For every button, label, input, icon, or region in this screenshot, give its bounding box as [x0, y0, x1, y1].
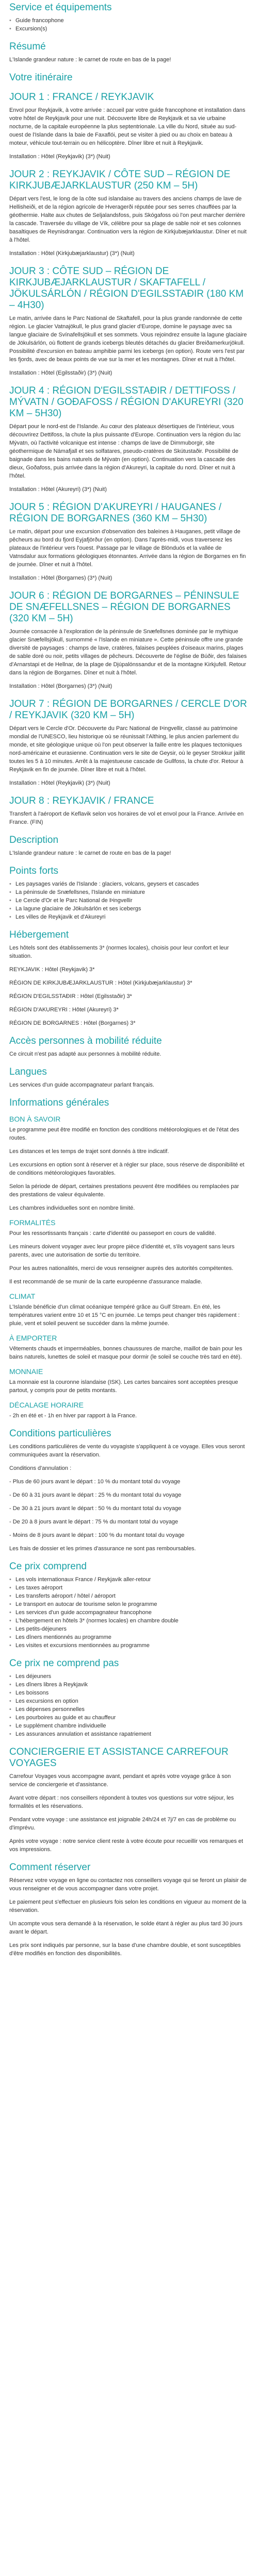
list-item	[9, 913, 249, 921]
bullet-icon: •	[9, 881, 11, 887]
bullet-icon: •	[9, 26, 11, 32]
list-item	[9, 25, 249, 33]
bullet-icon: •	[9, 1618, 11, 1624]
paragraph: L'Islande grandeur nature : le carnet de route en bas de la page!	[9, 850, 171, 856]
list-item-label: Guide francophone	[15, 18, 64, 24]
subsection-heading: MONNAIE	[9, 1367, 43, 1376]
list-item	[9, 1633, 249, 1641]
list-item-label: La péninsule de Snæfellsnes, l'Islande en miniature	[15, 889, 145, 895]
section-heading: JOUR 4 : RÉGION D'EGILSSTAÐIR / DETTIFOSS / MÝVATN / GOÐAFOSS / RÉGION D'AKUREYRI (320 KM – 5H30)	[9, 385, 244, 419]
list-item-label: Le transport en autocar de tourisme selon le programme	[15, 1601, 157, 1607]
bullet-icon: •	[9, 1723, 11, 1729]
paragraph: Le matin, départ pour une excursion d'observation des baleines à Hauganes, petit village de pêcheurs au bord du fjord Eyjafjörður (en option). Dans l'après-midi, vous traverserez les plateaux de l'intérieur vers l'ouest. Passage par le village de Blönduós et la vallée de Vatnsdalur aux formations géologiques étonnantes. Arrivée dans la région de Borgarnes en fin de journée. Dîner et nuit à l'hôtel.	[9, 529, 246, 568]
subsection-heading: BON À SAVOIR	[9, 1115, 61, 1123]
section-heading: JOUR 7 : RÉGION DE BORGARNES / CERCLE D'OR / REYKJAVIK (320 KM – 5H)	[9, 699, 247, 721]
section-heading: Informations générales	[9, 1097, 109, 1108]
section-heading: CONCIERGERIE ET ASSISTANCE CARREFOUR VOYAGES	[9, 1747, 229, 1769]
list-item-label: Les dîners mentionnés au programme	[15, 1634, 111, 1640]
bullet-icon: •	[9, 1682, 11, 1688]
list-item	[9, 1641, 249, 1650]
section-heading: JOUR 3 : CÔTE SUD – RÉGION DE KIRKJUBÆJARKLAUSTUR / SKAFTAFELL / JÖKULSÁRLÓN / RÉGION D'EGILSSTAÐIR (180 KM – 4H30)	[9, 266, 244, 311]
paragraph: Installation : Hôtel (Egilsstaðir) (3*) (Nuit)	[9, 370, 112, 376]
list-item-label: Les pourboires au guide et au chauffeur	[15, 1715, 116, 1721]
list-item	[9, 1705, 249, 1714]
bullet-icon: •	[9, 1577, 11, 1583]
paragraph: Ce circuit n'est pas adapté aux personnes à mobilité réduite.	[9, 1051, 162, 1057]
list-item	[9, 1697, 249, 1705]
section-heading: Service et équipements	[9, 2, 112, 13]
subsection-heading: CLIMAT	[9, 1292, 36, 1300]
paragraph: Envol pour Reykjavik, à votre arrivée : accueil par votre guide francophone et installation dans votre hôtel de Reykjavik pour une nuit. Découverte libre de Reykjavik et sa vie urbaine nocturne, de la capitale européenne la plus septentrionale. La ville du Nord, située au sud-ouest de l'Islande dans la baie de Faxaflói, peut se visiter à pied ou au choix en bateau à moteur, véhicule tout-terrain ou en hélicoptère. Dîner libre et nuit à Reykjavik.	[9, 107, 246, 146]
paragraph: Installation : Hôtel (Reykjavik) (3*) (Nuit)	[9, 154, 110, 160]
paragraph: RÉGION DE BORGARNES : Hôtel (Borgarnes) 3*	[9, 1020, 136, 1026]
paragraph: L'Islande grandeur nature : le carnet de route en bas de la page!	[9, 57, 171, 63]
section-heading: JOUR 2 : REYKJAVIK / CÔTE SUD – RÉGION DE KIRKJUBÆJARKLAUSTUR (250 KM – 5H)	[9, 169, 231, 191]
paragraph: Le paiement peut s'effectuer en plusieurs fois selon les conditions en vigueur au moment de la réservation.	[9, 1899, 247, 1913]
section-heading: Accès personnes à mobilité réduite	[9, 1036, 162, 1046]
bullet-icon: •	[9, 1706, 11, 1713]
paragraph: - De 20 à 8 jours avant le départ : 75 % du montant total du voyage	[9, 1519, 179, 1525]
paragraph: Les distances et les temps de trajet sont donnés à titre indicatif.	[9, 1148, 169, 1155]
paragraph: La monnaie est la couronne islandaise (ISK). Les cartes bancaires sont acceptées presque partout, y compris pour de petits montants.	[9, 1379, 238, 1394]
list-item-label: Les paysages variés de l'Islande : glaciers, volcans, geysers et cascades	[15, 881, 199, 887]
bullet-icon: •	[9, 1634, 11, 1640]
bullet-icon: •	[9, 1601, 11, 1607]
paragraph: - Plus de 60 jours avant le départ : 10 % du montant total du voyage	[9, 1479, 181, 1485]
list-item	[9, 880, 249, 888]
subsection-heading: DÉCALAGE HORAIRE	[9, 1401, 84, 1409]
list-item-label: Les dépenses personnelles	[15, 1706, 85, 1713]
paragraph: Réservez votre voyage en ligne ou contactez nos conseillers voyage qui se feront un plaisir de vous renseigner et de vous accompagner dans votre projet.	[9, 1877, 247, 1892]
list-item-label: Les déjeuners	[15, 1673, 52, 1680]
paragraph: - Moins de 8 jours avant le départ : 100 % du montant total du voyage	[9, 1532, 185, 1538]
list-item	[9, 888, 249, 896]
list-item-label: Les transferts aéroport / hôtel / aéroport	[15, 1593, 116, 1599]
bullet-icon: •	[9, 1731, 11, 1737]
paragraph: Installation : Hôtel (Akureyri) (3*) (Nuit)	[9, 486, 107, 493]
bullet-icon: •	[9, 1690, 11, 1696]
list-item-label: Le Cercle d'Or et le Parc National de Þingvellir	[15, 897, 133, 904]
bullet-icon: •	[9, 1585, 11, 1591]
list-item-label: Les petits-déjeuners	[15, 1626, 67, 1632]
list-item	[9, 1689, 249, 1697]
section-heading: Votre itinéraire	[9, 72, 73, 83]
list-item	[9, 1617, 249, 1625]
list-item-label: Le supplément chambre individuelle	[15, 1723, 106, 1729]
bullet-icon: •	[9, 1593, 11, 1599]
section-heading: Description	[9, 835, 59, 845]
paragraph: Vêtements chauds et imperméables, bonnes chaussures de marche, maillot de bain pour les bains naturels, lunettes de soleil et masque pour dormir (le soleil se couche très tard en été).	[9, 1346, 243, 1360]
bullet-list	[9, 16, 249, 33]
section-heading: Langues	[9, 1066, 47, 1077]
list-item-label: Les services d'un guide accompagnateur francophone	[15, 1609, 152, 1616]
paragraph: - 2h en été et - 1h en hiver par rapport à la France.	[9, 1413, 137, 1419]
list-item-label: Les taxes aéroport	[15, 1585, 63, 1591]
bullet-icon: •	[9, 897, 11, 904]
section-heading: Conditions particulières	[9, 1428, 111, 1439]
paragraph: Installation : Hôtel (Kirkjubæjarklaustur) (3*) (Nuit)	[9, 250, 135, 257]
paragraph: Départ vers le Cercle d'Or. Découverte du Parc National de Þingvellir, classé au patrimoine mondial de l'UNESCO, lieu historique où se réunissait l'Althing, le plus ancien parlement du monde, et site géologique unique où l'on peut observer la faille entre les plaques tectoniques nord-américaine et eurasienne. Continuation vers le site de Geysir, où le geyser Strokkur jaillit toutes les 5 à 10 minutes. Arrêt à la majestueuse cascade de Gullfoss, la chute d'or. Retour à Reykjavik en fin de journée. Dîner libre et nuit à l'hôtel.	[9, 725, 245, 773]
paragraph: Transfert à l'aéroport de Keflavik selon vos horaires de vol et envol pour la France. Arrivée en France. (FIN)	[9, 811, 244, 825]
list-item-label: Les vols internationaux France / Reykjavik aller-retour	[15, 1577, 151, 1583]
list-item	[9, 1575, 249, 1584]
section-heading: JOUR 1 : FRANCE / REYKJAVIK	[9, 92, 154, 103]
list-item	[9, 1625, 249, 1633]
list-item	[9, 1672, 249, 1681]
section-heading: JOUR 5 : RÉGION D'AKUREYRI / HAUGANES / RÉGION DE BORGARNES (360 KM – 5H30)	[9, 502, 222, 524]
list-item	[9, 1722, 249, 1730]
paragraph: Les chambres individuelles sont en nombre limité.	[9, 1205, 135, 1211]
paragraph: Les services d'un guide accompagnateur parlant français.	[9, 1082, 154, 1088]
paragraph: Les frais de dossier et les primes d'assurance ne sont pas remboursables.	[9, 1546, 196, 1552]
paragraph: RÉGION D'EGILSSTAÐIR : Hôtel (Egilsstaðir) 3*	[9, 993, 132, 999]
bullet-icon: •	[9, 1609, 11, 1616]
section-heading: Résumé	[9, 41, 46, 52]
subsection-heading: FORMALITÉS	[9, 1218, 56, 1227]
bullet-list	[9, 880, 249, 921]
bullet-icon: •	[9, 1673, 11, 1680]
list-item-label: Les excursions en option	[15, 1698, 78, 1704]
list-item-label: Les dîners libres à Reykjavik	[15, 1682, 88, 1688]
bullet-icon: •	[9, 1626, 11, 1632]
subsection-heading: À EMPORTER	[9, 1334, 57, 1342]
paragraph: Installation : Hôtel (Reykjavik) (3*) (Nuit)	[9, 780, 110, 786]
paragraph: Après votre voyage : notre service client reste à votre écoute pour recueillir vos remarques et vos impressions.	[9, 1838, 244, 1853]
list-item-label: Les boissons	[15, 1690, 49, 1696]
list-item	[9, 1608, 249, 1617]
paragraph: Départ pour le nord-est de l'Islande. Au cœur des plateaux désertiques de l'intérieur, vous découvrirez Dettifoss, la chute la plus puissante d'Europe. Continuation vers la région du lac Mývatn, où l'activité volcanique est intense : champs de lave de Dimmuborgir, site géothermique de Námafjall et ses solfatares, pseudo-cratères de Skútustaðir. Possibilité de baignade dans les bains naturels de Mývatn (en option). Continuation vers la cascade des dieux, Goðafoss, puis arrivée dans la région d'Akureyri, la capitale du nord. Dîner et nuit à l'hôtel.	[9, 423, 241, 479]
list-item-label: Excursion(s)	[15, 26, 47, 32]
paragraph: - De 30 à 21 jours avant le départ : 50 % du montant total du voyage	[9, 1505, 182, 1512]
paragraph: Il est recommandé de se munir de la carte européenne d'assurance maladie.	[9, 1279, 202, 1285]
section-heading: JOUR 8 : REYKJAVIK / FRANCE	[9, 795, 154, 806]
paragraph: Les hôtels sont des établissements 3* (normes locales), choisis pour leur confort et leur situation.	[9, 945, 229, 959]
bullet-list	[9, 1672, 249, 1738]
paragraph: Pendant votre voyage : une assistance est joignable 24h/24 et 7j/7 en cas de problème ou d'imprévu.	[9, 1817, 236, 1831]
paragraph: Installation : Hôtel (Borgarnes) (3*) (Nuit)	[9, 575, 112, 581]
paragraph: L'Islande bénéficie d'un climat océanique tempéré grâce au Gulf Stream. En été, les températures varient entre 10 et 15 °C en journée. Le temps peut changer très rapidement : pluie, vent et soleil peuvent se succéder dans la même journée.	[9, 1304, 240, 1327]
list-item-label: L'hébergement en hôtels 3* (normes locales) en chambre double	[15, 1618, 179, 1624]
list-item	[9, 1600, 249, 1608]
bullet-icon: •	[9, 1642, 11, 1649]
paragraph: Les mineurs doivent voyager avec leur propre pièce d'identité et, s'ils voyagent sans leurs parents, avec une autorisation de sortie du territoire.	[9, 1244, 235, 1258]
bullet-icon: •	[9, 1698, 11, 1704]
paragraph: Selon la période de départ, certaines prestations peuvent être modifiées ou remplacées par des prestations de valeur équivalente.	[9, 1183, 239, 1198]
section-heading: Points forts	[9, 866, 59, 876]
section-heading: Ce prix ne comprend pas	[9, 1658, 119, 1669]
paragraph: REYKJAVIK : Hôtel (Reykjavik) 3*	[9, 967, 95, 973]
list-item-label: Les assurances annulation et assistance rapatriement	[15, 1731, 151, 1737]
section-heading: Ce prix comprend	[9, 1561, 87, 1572]
list-item-label: La lagune glaciaire de Jökulsárlón et ses icebergs	[15, 906, 141, 912]
paragraph: Journée consacrée à l'exploration de la péninsule de Snæfellsnes dominée par le mythique glacier Snæfellsjökull, surnommé « l'Islande en miniature ». Cette péninsule offre une grande diversité de paysages : champs de lave, cratères, falaises peuplées d'oiseaux marins, plages de sable doré ou noir, petits villages de pêcheurs. Découverte de l'église de Búðir, des falaises d'Arnarstapi et de Hellnar, de la plage de Djúpalónssandur et de la montagne Kirkjufell. Retour dans la région de Borgarnes. Dîner et nuit à l'hôtel.	[9, 629, 247, 676]
paragraph: Le matin, arrivée dans le Parc National de Skaftafell, pour la plus grande randonnée de cette région. Le glacier Vatnajökull, le plus grand glacier d'Europe, domine le paysage avec sa langue glaciaire de Svínafellsjökull et ses sommets. Vous rejoindrez ensuite la lagune glaciaire de Jökulsárlón, où flottent de grands icebergs bleutés détachés du glacier Breiðamerkurjökull. Possibilité d'excursion en bateau amphibie parmi les icebergs (en option). Route vers l'est par les fjords, avec de beaux points de vue sur la mer et les montagnes. Dîner et nuit à l'hôtel.	[9, 315, 247, 363]
list-item	[9, 1714, 249, 1722]
paragraph: Avant votre départ : nos conseillers répondent à toutes vos questions sur votre séjour, les formalités et les réservations.	[9, 1795, 234, 1809]
paragraph: Le programme peut être modifié en fonction des conditions météorologiques et de l'état des routes.	[9, 1127, 239, 1141]
list-item	[9, 16, 249, 25]
bullet-icon: •	[9, 889, 11, 895]
bullet-icon: •	[9, 18, 11, 24]
bullet-icon: •	[9, 1715, 11, 1721]
list-item	[9, 1584, 249, 1592]
paragraph: Pour les autres nationalités, merci de vous renseigner auprès des autorités compétentes.	[9, 1265, 234, 1272]
paragraph: Les excursions en option sont à réserver et à régler sur place, sous réserve de disponibilité et de conditions météorologiques favorables.	[9, 1162, 245, 1176]
list-item	[9, 1730, 249, 1738]
paragraph: Conditions d'annulation :	[9, 1465, 72, 1471]
bullet-list	[9, 1575, 249, 1650]
section-heading: Hébergement	[9, 929, 69, 940]
paragraph: Les conditions particulières de vente du voyagiste s'appliquent à ce voyage. Elles vous seront communiquées avant la réservation.	[9, 1444, 245, 1458]
paragraph: RÉGION DE KIRKJUBÆJARKLAUSTUR : Hôtel (Kirkjubæjarklaustur) 3*	[9, 980, 192, 986]
bullet-icon: •	[9, 906, 11, 912]
paragraph: Installation : Hôtel (Borgarnes) (3*) (Nuit)	[9, 683, 112, 689]
paragraph: Un acompte vous sera demandé à la réservation, le solde étant à régler au plus tard 30 jours avant le départ.	[9, 1921, 243, 1935]
paragraph: Carrefour Voyages vous accompagne avant, pendant et après votre voyage grâce à son service de conciergerie et d'assistance.	[9, 1773, 231, 1788]
list-item	[9, 1681, 249, 1689]
section-heading: Comment réserver	[9, 1862, 91, 1873]
list-item	[9, 1592, 249, 1600]
paragraph: - De 60 à 31 jours avant le départ : 25 % du montant total du voyage	[9, 1492, 182, 1498]
paragraph: Pour les ressortissants français : carte d'identité ou passeport en cours de validité.	[9, 1230, 216, 1236]
paragraph: Les prix sont indiqués par personne, sur la base d'une chambre double, et sont susceptibles d'être modifiés en fonction des disponibilités.	[9, 1942, 241, 1957]
list-item	[9, 896, 249, 905]
list-item-label: Les visites et excursions mentionnées au programme	[15, 1642, 150, 1649]
list-item	[9, 905, 249, 913]
section-heading: JOUR 6 : RÉGION DE BORGARNES – PÉNINSULE DE SNÆFELLSNES – RÉGION DE BORGARNES (320 KM – 5H)	[9, 590, 239, 624]
bullet-icon: •	[9, 914, 11, 920]
list-item-label: Les villes de Reykjavik et d'Akureyri	[15, 914, 106, 920]
paragraph: RÉGION D'AKUREYRI : Hôtel (Akureyri) 3*	[9, 1007, 119, 1013]
paragraph: Départ vers l'est, le long de la côte sud islandaise au travers des anciens champs de lave de Hellisheiði, et de la région agricole de Hveragerði réputée pour ses serres chauffées par la géothermie. Halte aux chutes de Seljalandsfoss, puis Skógafoss où l'on peut marcher derrière la cascade. Traversée du village de Vík, célèbre pour sa plage de sable noir et ses colonnes basaltiques de Reynisdrangar. Continuation vers la région de Kirkjubæjarklaustur. Dîner et nuit à l'hôtel.	[9, 196, 247, 243]
